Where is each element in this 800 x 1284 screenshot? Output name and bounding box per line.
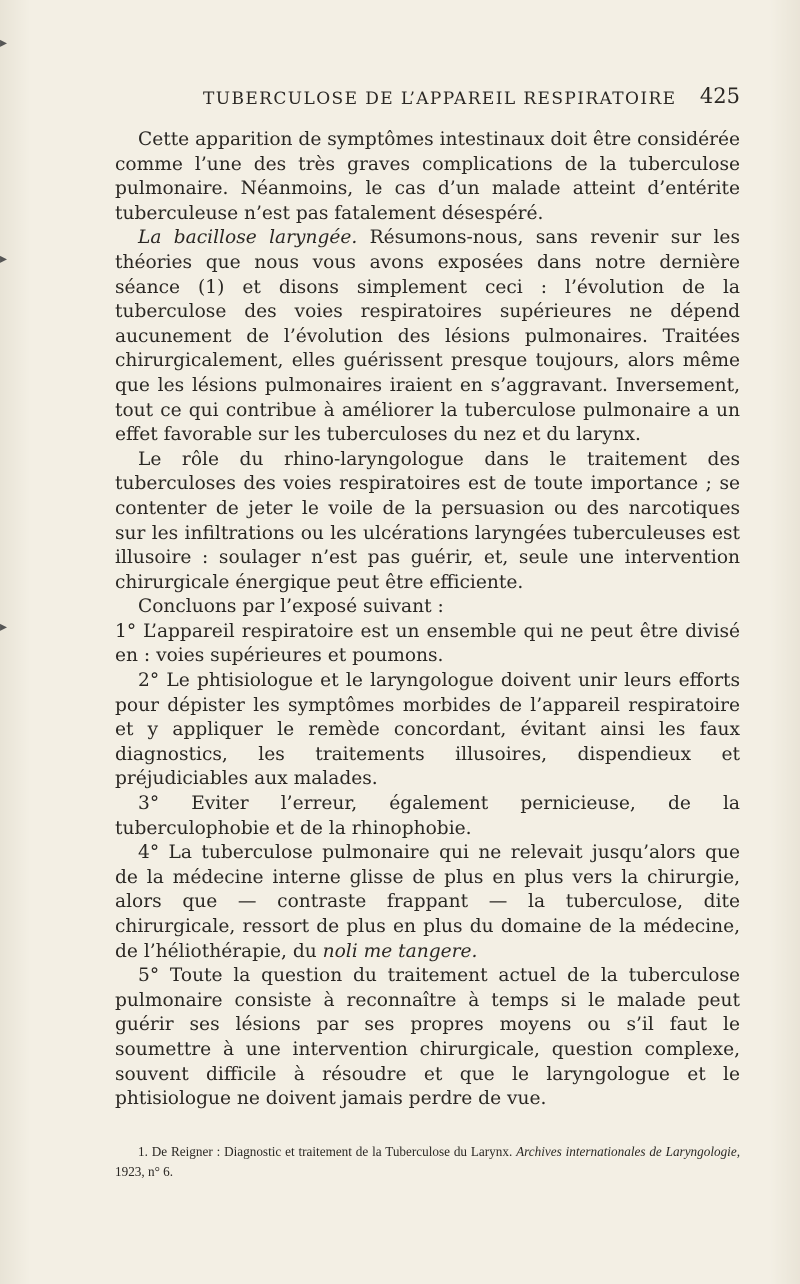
paragraph-text: 4° La tuberculose pulmonaire qui ne relevait jusqu’alors que de la médecine interne glisse de plus en plus vers la chirurgie, alors que — contraste frappant — la tuberculose, dite chirurgicale, ressort de plus en plus du domaine de la médecine, de l’héliothérapie, du <box>115 842 740 962</box>
margin-mark-icon: ▸ <box>0 619 8 635</box>
body-text <box>115 128 740 1112</box>
paragraph: Le rôle du rhino-laryngologue dans le traitement des tuberculoses des voies respiratoires est de toute importance ; se contenter de jeter le voile de la persuasion ou des narcotiques sur les infiltrations ou les ulcérations laryngées tuberculeuses est illusoire : soulager n’est pas guérir, et, seule une intervention chirurgicale énergique peut être efficiente. <box>115 448 740 593</box>
conclusion-item: 1° L’appareil respiratoire est un ensemble qui ne peut être divisé en : voies supérieures et poumons. <box>115 620 740 667</box>
paragraph <box>115 226 740 447</box>
footnote-journal: Archives internationales de Laryngologie, <box>516 1144 740 1159</box>
footnote-tail: 1923, n° 6. <box>115 1164 174 1179</box>
latin-phrase: noli me tangere. <box>322 940 478 962</box>
running-title: TUBERCULOSE DE L’APPAREIL RESPIRATOIRE <box>203 89 677 109</box>
paragraph: Cette apparition de symptômes intestinaux doit être considérée comme l’une des très graves complications de la tuberculose pulmonaire. Néanmoins, le cas d’un malade atteint d’entérite tuberculeuse n’est pas fatalement désespéré. <box>115 129 740 224</box>
footnote-text: 1. De Reigner : Diagnostic et traitement de la Tuberculose du Larynx. <box>138 1144 517 1159</box>
section-heading: La bacillose laryngée. <box>138 227 358 249</box>
conclusion-item: 3° Eviter l’erreur, également pernicieuse, de la tuberculophobie et de la rhinophobie. <box>115 793 740 839</box>
margin-mark-icon: ▸ <box>0 251 8 267</box>
conclusion-item: 5° Toute la question du traitement actuel de la tuberculose pulmonaire consiste à reconnaître à temps si le malade peut guérir ses lésions par ses propres moyens ou s’il faut le soumettre à une intervention chirurgicale, question complexe, souvent difficile à résoudre et que le laryngologue et le phtisiologue ne doivent jamais perdre de vue. <box>115 965 740 1110</box>
page-number: 425 <box>699 84 740 108</box>
conclusion-item <box>115 841 740 964</box>
footnote <box>115 1142 740 1182</box>
conclusion-item: 2° Le phtisiologue et le laryngologue doivent unir leurs efforts pour dépister les symptômes morbides de l’appareil respiratoire et y appliquer le remède concordant, évitant ainsi les faux diagnostics, les traitements illusoires, dispendieux et préjudiciables aux malades. <box>115 670 740 790</box>
paragraph: Concluons par l’exposé suivant : <box>138 596 444 618</box>
margin-mark-icon: ▸ <box>0 35 8 51</box>
paragraph-text: Résumons-nous, sans revenir sur les théories que nous vous avons exposées dans notre dernière séance (1) et disons simplement ceci : l’évolution de la tuberculose des voies respiratoires supérieures ne dépend aucunement de l’évolution des lésions pulmonaires. Traitées chirurgicalement, elles guérissent presque toujours, alors même que les lésions pulmonaires iraient en s’aggravant. Inversement, tout ce qui contribue à améliorer la tuberculose pulmonaire a un effet favorable sur les tuberculoses du nez et du larynx. <box>115 227 740 446</box>
